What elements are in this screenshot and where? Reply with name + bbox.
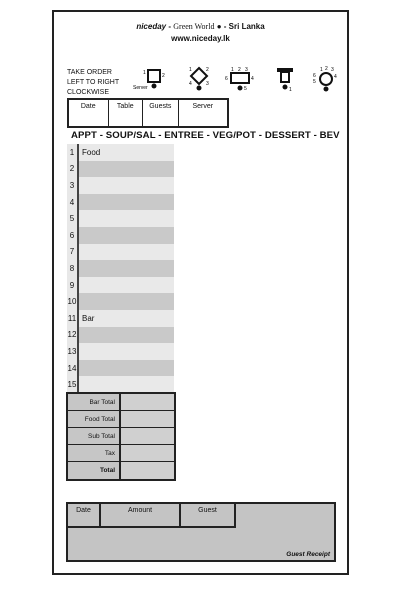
bar-table-icon bbox=[274, 66, 296, 94]
line-number: 10 bbox=[67, 293, 79, 310]
line-number: 5 bbox=[67, 210, 79, 227]
rect-table-icon bbox=[224, 66, 258, 92]
seat-number: 4 bbox=[189, 81, 192, 87]
round-table-icon bbox=[312, 64, 340, 94]
header-separator: - bbox=[168, 22, 172, 31]
receipt-header bbox=[68, 504, 236, 528]
totals-value-field[interactable] bbox=[121, 462, 174, 479]
globe-icon: ● bbox=[216, 22, 222, 31]
line-number: 7 bbox=[67, 244, 79, 261]
header-country: Sri Lanka bbox=[228, 22, 265, 31]
order-line[interactable] bbox=[67, 277, 174, 294]
seat-number: 3 bbox=[206, 81, 209, 87]
line-entry[interactable] bbox=[79, 343, 174, 360]
line-entry[interactable] bbox=[79, 194, 174, 211]
totals-label: Bar Total bbox=[68, 394, 121, 410]
seat-number: 5 bbox=[313, 79, 316, 85]
totals-row bbox=[68, 445, 174, 462]
order-line[interactable] bbox=[67, 244, 174, 261]
line-number: 12 bbox=[67, 327, 79, 344]
totals-label: Total bbox=[68, 462, 121, 479]
seat-number: 1 bbox=[189, 67, 192, 73]
order-line[interactable] bbox=[67, 260, 174, 277]
brand-name: niceday bbox=[136, 22, 167, 31]
diamond-table-icon bbox=[186, 64, 212, 92]
order-lines bbox=[67, 144, 174, 393]
guest-receipt bbox=[66, 502, 336, 562]
line-entry[interactable] bbox=[79, 210, 174, 227]
order-line[interactable] bbox=[67, 177, 174, 194]
server-label: Server bbox=[133, 85, 148, 91]
order-line[interactable] bbox=[67, 360, 174, 377]
receipt-guest-field[interactable]: Guest bbox=[181, 504, 236, 528]
seat-number: 6 bbox=[225, 76, 228, 82]
order-line[interactable] bbox=[67, 327, 174, 344]
totals-label: Tax bbox=[68, 445, 121, 461]
seat-number: 4 bbox=[334, 74, 337, 80]
order-line[interactable] bbox=[67, 210, 174, 227]
date-field[interactable]: Date bbox=[69, 100, 109, 126]
receipt-date-field[interactable]: Date bbox=[68, 504, 101, 528]
order-line[interactable] bbox=[67, 194, 174, 211]
square-table-icon bbox=[130, 64, 170, 92]
totals-label: Food Total bbox=[68, 411, 121, 427]
line-number: 14 bbox=[67, 360, 79, 377]
table-field[interactable]: Table bbox=[109, 100, 144, 126]
line-number: 9 bbox=[67, 277, 79, 294]
check-header bbox=[52, 22, 349, 31]
order-instructions bbox=[67, 68, 119, 98]
header-tagline: Green World bbox=[173, 22, 215, 31]
line-number: 2 bbox=[67, 161, 79, 178]
seat-number: 2 bbox=[325, 66, 328, 72]
line-entry[interactable] bbox=[79, 293, 174, 310]
line-number: 13 bbox=[67, 343, 79, 360]
seat-number: 1 bbox=[231, 67, 234, 73]
line-entry[interactable]: Food bbox=[79, 144, 174, 161]
seat-number: 1 bbox=[289, 87, 292, 93]
totals-row bbox=[68, 394, 174, 411]
order-line[interactable] bbox=[67, 144, 174, 161]
order-line[interactable] bbox=[67, 293, 174, 310]
line-entry[interactable] bbox=[79, 376, 174, 393]
seat-number: 1 bbox=[143, 70, 146, 76]
totals-value-field[interactable] bbox=[121, 411, 174, 427]
line-number: 8 bbox=[67, 260, 79, 277]
order-line[interactable] bbox=[67, 376, 174, 393]
line-number: 4 bbox=[67, 194, 79, 211]
line-entry[interactable] bbox=[79, 227, 174, 244]
totals-value-field[interactable] bbox=[121, 428, 174, 444]
line-number: 15 bbox=[67, 376, 79, 393]
header-separator: - bbox=[223, 22, 227, 31]
seat-number: 5 bbox=[244, 86, 247, 92]
seat-number: 2 bbox=[206, 67, 209, 73]
line-entry[interactable] bbox=[79, 360, 174, 377]
instruction-line: TAKE ORDER bbox=[67, 69, 112, 76]
seat-number: 4 bbox=[251, 76, 254, 82]
line-entry[interactable] bbox=[79, 244, 174, 261]
line-entry[interactable] bbox=[79, 161, 174, 178]
totals-row bbox=[68, 428, 174, 445]
order-line[interactable] bbox=[67, 343, 174, 360]
totals-label: Sub Total bbox=[68, 428, 121, 444]
totals-value-field[interactable] bbox=[121, 445, 174, 461]
seat-number: 1 bbox=[320, 67, 323, 73]
line-number: 1 bbox=[67, 144, 79, 161]
seat-number: 2 bbox=[162, 73, 165, 79]
instruction-line: LEFT TO RIGHT bbox=[67, 79, 120, 86]
seat-number: 2 bbox=[238, 67, 241, 73]
order-line[interactable] bbox=[67, 310, 174, 327]
totals-value-field[interactable] bbox=[121, 394, 174, 410]
order-info-box bbox=[67, 98, 229, 128]
line-entry[interactable]: Bar bbox=[79, 310, 174, 327]
course-legend: APPT - SOUP/SAL - ENTREE - VEG/POT - DESSERT - BEV bbox=[71, 130, 340, 141]
line-entry[interactable] bbox=[79, 327, 174, 344]
guests-field[interactable]: Guests bbox=[143, 100, 179, 126]
totals-row bbox=[68, 462, 174, 479]
line-number: 3 bbox=[67, 177, 79, 194]
totals-row bbox=[68, 411, 174, 428]
seat-number: 3 bbox=[245, 67, 248, 73]
website: www.niceday.lk bbox=[171, 34, 230, 43]
seat-number: 3 bbox=[331, 67, 334, 73]
totals-box bbox=[66, 392, 176, 481]
order-line[interactable] bbox=[67, 161, 174, 178]
line-number: 11 bbox=[67, 310, 79, 327]
server-field[interactable]: Server bbox=[192, 103, 214, 110]
order-line[interactable] bbox=[67, 227, 174, 244]
seat-number: 6 bbox=[313, 73, 316, 79]
line-entry[interactable] bbox=[79, 277, 174, 294]
receipt-amount-field[interactable]: Amount bbox=[101, 504, 181, 528]
line-number: 6 bbox=[67, 227, 79, 244]
receipt-footer: Guest Receipt bbox=[286, 551, 330, 558]
line-entry[interactable] bbox=[79, 177, 174, 194]
instruction-line: CLOCKWISE bbox=[67, 89, 110, 96]
line-entry[interactable] bbox=[79, 260, 174, 277]
